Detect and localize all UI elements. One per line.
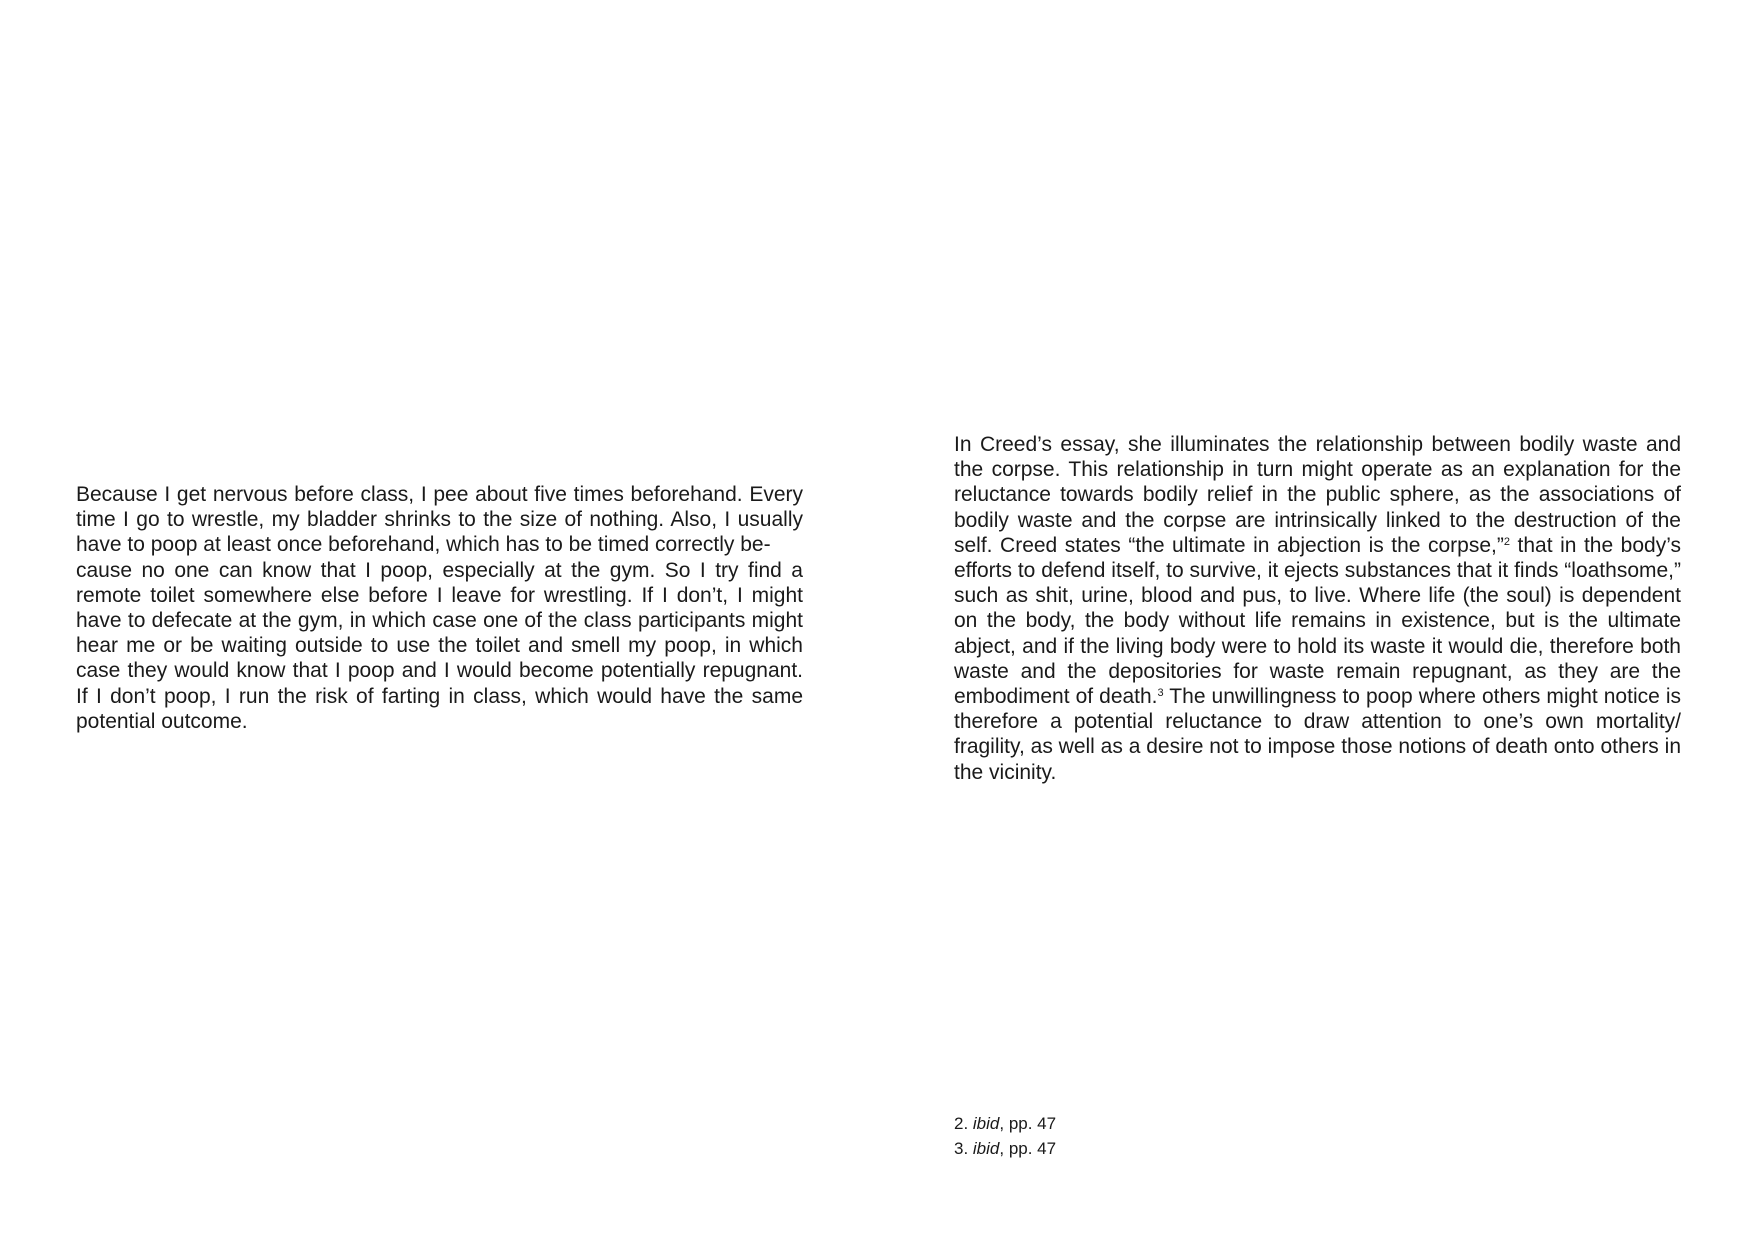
left-paragraph-text-part-1: Because I get nervous before class, I pee about five times beforehand. Every time I go to wrestle, my bladder shrinks to the size of nothing. Also, I usually have to poop at least once beforehand, which has to be timed correctly be- — [76, 483, 803, 557]
right-page — [874, 0, 1748, 1240]
footnote-reference-3: 3 — [1157, 687, 1164, 700]
right-paragraph-text-part-3: The unwillingness to poop where others might notice is therefore a potential reluctance to draw attention to one’s own mortality/ fragility, as well as a desire not to impose those notions of death onto others in the vicinity. — [954, 685, 1681, 784]
footnote-pages: , pp. 47 — [999, 1139, 1057, 1158]
footnote-number: 2. — [954, 1114, 973, 1133]
left-page-paragraph — [76, 482, 803, 734]
footnote-source: ibid — [972, 1139, 1000, 1158]
footnote-number: 3. — [954, 1139, 973, 1158]
footnote-source: ibid — [972, 1114, 1000, 1133]
right-paragraph-text-part-1: In Creed’s essay, she illuminates the relationship between bodily waste and the corpse. This relationship in turn might operate as an explanation for the reluctance towards bodily relief in the public sphere, as the associations of bodily waste and the corpse are intrinsically linked to the destruction of the self. Creed states “the ultimate in abjection is the corpse,” — [954, 433, 1681, 557]
footnote-reference-2: 2 — [1503, 535, 1510, 548]
right-page-paragraph — [954, 432, 1681, 785]
footnote-item — [954, 1136, 1056, 1161]
footnote-item — [954, 1111, 1056, 1136]
right-paragraph-text-part-2: that in the body’s efforts to defend itself, to survive, it ejects substances that it finds “loathsome,” such as shit, urine, blood and pus, to live. Where life (the soul) is dependent on the body, the body without life remains in existence, but is the ultimate abject, and if the living body were to hold its waste it would die, therefore both waste and the depositories for waste remain repugnant, as they are the embodiment of death. — [954, 533, 1681, 709]
footnotes-list — [954, 1111, 1056, 1161]
footnote-pages: , pp. 47 — [999, 1114, 1057, 1133]
left-paragraph-text-part-2: cause no one can know that I poop, especially at the gym. So I try find a remote toilet somewhere else before I leave for wrestling. If I don’t, I might have to defecate at the gym, in which case one of the class participants might hear me or be waiting outside to use the toilet and smell my poop, in which case they would know that I poop and I would become potentially repugnant. If I don’t poop, I run the risk of farting in class, which would have the same potential outcome. — [76, 558, 803, 733]
